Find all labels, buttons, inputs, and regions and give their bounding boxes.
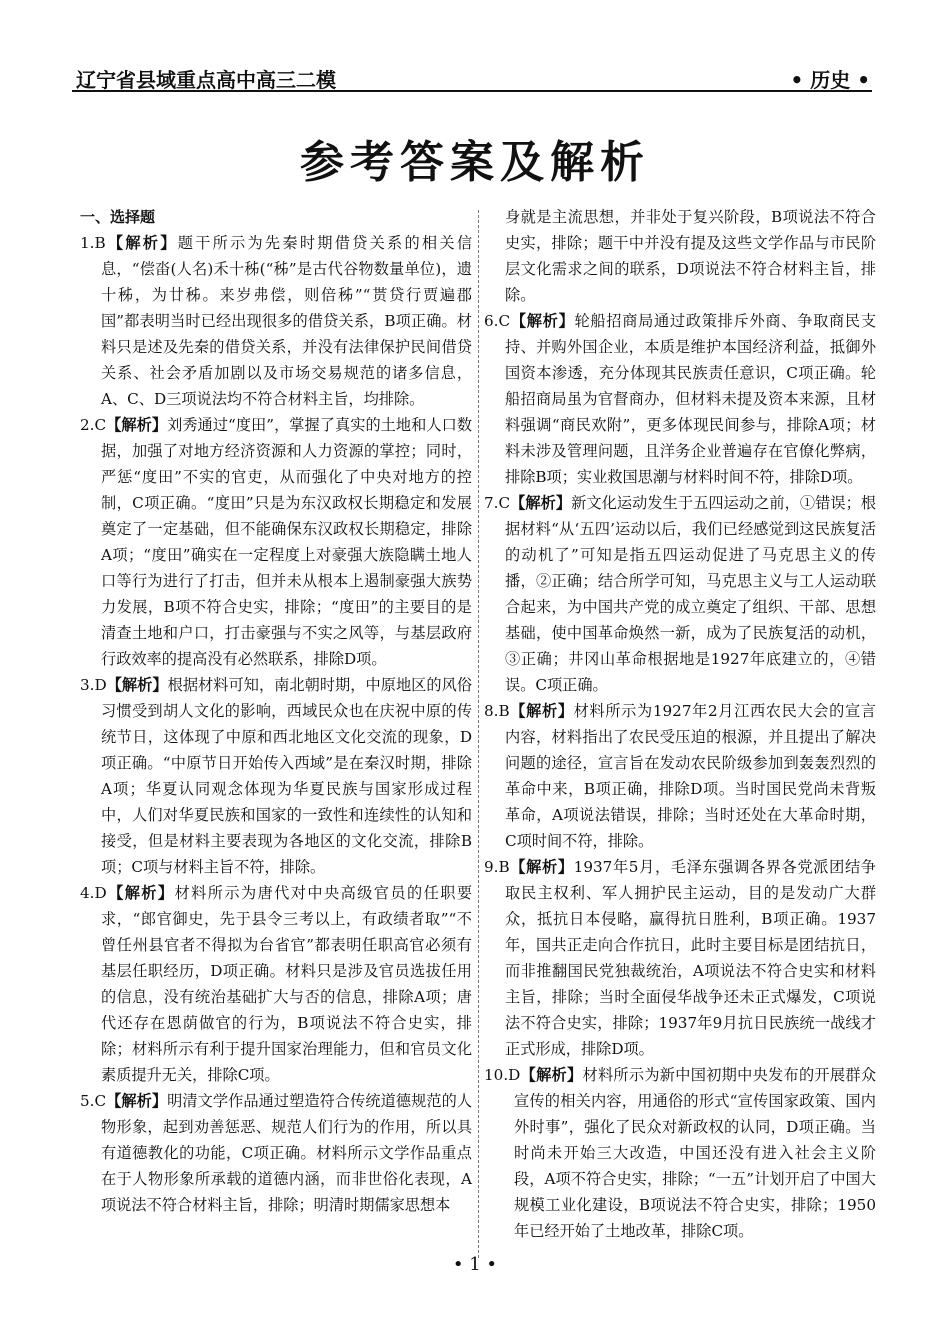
- section-title: 一、选择题: [80, 208, 156, 226]
- answer-number: 9.B: [484, 858, 510, 876]
- answer-text: 轮船招商局通过政策排斥外商、争取商民支持、并购外国企业，本质是维护本国经济利益，抵御外国资本渗透，充分体现其民族责任意识，C项正确。轮船招商局虽为官督商办，但材料未提及资本来源，且材料强调“商民欢附”，更多体现民间参与，排除A项；材料未涉及管理问题，且洋务企业普遍存在官僚化弊病，排除B项；实业救国思潮与材料时间不符，排除D项。: [505, 312, 877, 486]
- answer-item-1: [80, 230, 472, 412]
- answer-item-10: [484, 1062, 876, 1244]
- analysis-tag: 【解析】: [509, 702, 574, 720]
- answer-item-9: [484, 854, 876, 1062]
- analysis-tag: 【解析】: [105, 234, 178, 252]
- page-number: • 1 •: [452, 1254, 498, 1275]
- analysis-tag: 【解析】: [510, 312, 575, 330]
- answer-text: 材料所示为唐代对中央高级官员的任职要求，“郎官御史，先于县令三考以上，有政绩者取”“不曾任州县官者不得拟为台省官”都表明任职高官必须有基层任职经历，D项正确。材料只是涉及官员选拔任用的信息，没有统治基础扩大与否的信息，排除A项；唐代还存在恩荫做官的行为，B项说法不符合史实，排除；材料所示有利于提升国家治理能力，但和官员文化素质提升无关，排除C项。: [101, 884, 473, 1084]
- answer-item-2: [80, 412, 472, 672]
- answer-number: 2.C: [80, 416, 107, 434]
- answer-text: 根据材料可知，南北朝时期，中原地区的风俗习惯受到胡人文化的影响，西域民众也在庆祝中原的传统节日，这体现了中原和西北地区文化交流的现象，D项正确。“中原节日开始传入西域”是在秦汉时期，排除A项；华夏认同观念体现为华夏民族与国家形成过程中，人们对华夏民族和国家的一致性和连续性的认知和接受，但是材料主要表现为各地区的文化交流，排除B项；C项与材料主旨不符，排除。: [101, 676, 473, 876]
- answer-number: 3.D: [80, 676, 107, 694]
- answer-text: 材料所示为1927年2月江西农民大会的宣言内容，材料指出了农民受压迫的根源，并且提出了解决问题的途径，宣言旨在发动农民阶级参加到轰轰烈烈的革命中来，B项正确，排除D项。当时国民党尚未背叛革命，A项说法错误，排除；当时还处在大革命时期，C项时间不符，排除。: [505, 702, 876, 850]
- analysis-tag: 【解析】: [106, 416, 168, 434]
- right-column: [484, 204, 876, 1244]
- analysis-tag: 【解析】: [510, 494, 572, 512]
- answer-number: 10.D: [484, 1066, 521, 1084]
- answer-number: 1.B: [80, 234, 106, 252]
- analysis-tag: 【解析】: [106, 884, 175, 902]
- answer-number: 4.D: [80, 884, 107, 902]
- answer-item-5-continued: 身就是主流思想，并非处于复兴阶段，B项说法不符合史实，排除；题干中并没有提及这些文学作品与市民阶层文化需求之间的联系，D项说法不符合材料主旨，排除。: [505, 208, 876, 304]
- answer-number: 6.C: [484, 312, 511, 330]
- page-header: [72, 64, 872, 92]
- answer-text: 明清文学作品通过塑造符合传统道德规范的人物形象，起到劝善惩恶、规范人们行为的作用，所以具有道德教化的功能，C项正确。材料所示文学作品重点在于人物形象所承载的道德内涵，而非世俗化表现，A项说法不符合材料主旨，排除；明清时期儒家思想本: [101, 1092, 473, 1214]
- answer-item-6: [484, 308, 876, 490]
- answer-text: 1937年5月，毛泽东强调各界各党派团结争取民主权利、军人拥护民主运动，目的是发动广大群众，抵抗日本侵略，赢得抗日胜利，B项正确。1937年，国共正走向合作抗日，此时主要目标是团结抗日，而非推翻国民党独裁统治，A项说法不符合史实和材料主旨，排除；当时全面侵华战争还未正式爆发，C项说法不符合史实，排除；1937年9月抗日民族统一战线才正式形成，排除D项。: [505, 858, 876, 1058]
- answer-text: 材料所示为新中国初期中央发布的开展群众宣传的相关内容，用通俗的形式“宣传国家政策、国内外时事”，强化了民众对新政权的认同，D项正确。当时尚未开始三大改造，中国还没有进入社会主义阶段，A项不符合史实，排除；“一五”计划开启了中国大规模工业化建设，B项说法不符合史实，排除；1950年已经开始了土地改革，排除C项。: [514, 1066, 877, 1240]
- answer-text: 刘秀通过“度田”，掌握了真实的土地和人口数据，加强了对地方经济资源和人力资源的掌控；同时，严惩“度田”不实的官吏，从而强化了中央对地方的控制，C项正确。“度田”只是为东汉政权长期稳定和发展奠定了一定基础，但不能确保东汉政权长期稳定，排除A项；“度田”确实在一定程度上对豪强大族隐瞒土地人口等行为进行了打击，但并未从根本上遏制豪强大族势力发展，B项不符合史实，排除；“度田”的主要目的是清查土地和户口，打击豪强与不实之风等，与基层政府行政效率的提高没有必然联系，排除D项。: [101, 416, 473, 668]
- header-rule: [72, 90, 872, 92]
- column-divider: [478, 210, 479, 1258]
- answer-item-4: [80, 880, 472, 1088]
- analysis-tag: 【解析】: [106, 1092, 168, 1110]
- answer-item-7: [484, 490, 876, 698]
- answer-text: 题干所示为先秦时期借贷关系的相关信息，“偿畓(人名)禾十秭(“秭”是古代谷物数量单位)，遗十秭，为廿秭。来岁弗偿，则倍秭”“贳贷行贾遍郡国”都表明当时已经出现很多的借贷关系，B项正确。材料只是述及先秦的借贷关系，并没有法律保护民间借贷关系、社会矛盾加剧以及市场交易规范的诸多信息，A、C、D三项说法均不符合材料主旨，均排除。: [101, 234, 473, 408]
- header-exam-title: 辽宁省县域重点高中高三二模: [76, 68, 336, 92]
- answer-number: 7.C: [484, 494, 511, 512]
- analysis-tag: 【解析】: [106, 676, 168, 694]
- answer-number: 5.C: [80, 1092, 107, 1110]
- left-column: [80, 204, 472, 1218]
- page-title: 参考答案及解析: [300, 137, 650, 188]
- answer-item-3: [80, 672, 472, 880]
- answer-item-5: [80, 1088, 472, 1218]
- answer-item-8: [484, 698, 876, 854]
- answer-text: 新文化运动发生于五四运动之前，①错误；根据材料“从‘五四’运动以后，我们已经感觉到这民族复活的动机了”可知是指五四运动促进了马克思主义的传播，②正确；结合所学可知，马克思主义与工人运动联合起来，为中国共产党的成立奠定了组织、干部、思想基础，使中国革命焕然一新，成为了民族复活的动机，③正确；井冈山革命根据地是1927年底建立的，④错误。C项正确。: [505, 494, 877, 694]
- header-subject: • 历史 •: [790, 68, 870, 92]
- analysis-tag: 【解析】: [509, 858, 574, 876]
- analysis-tag: 【解析】: [520, 1066, 583, 1084]
- answer-number: 8.B: [484, 702, 510, 720]
